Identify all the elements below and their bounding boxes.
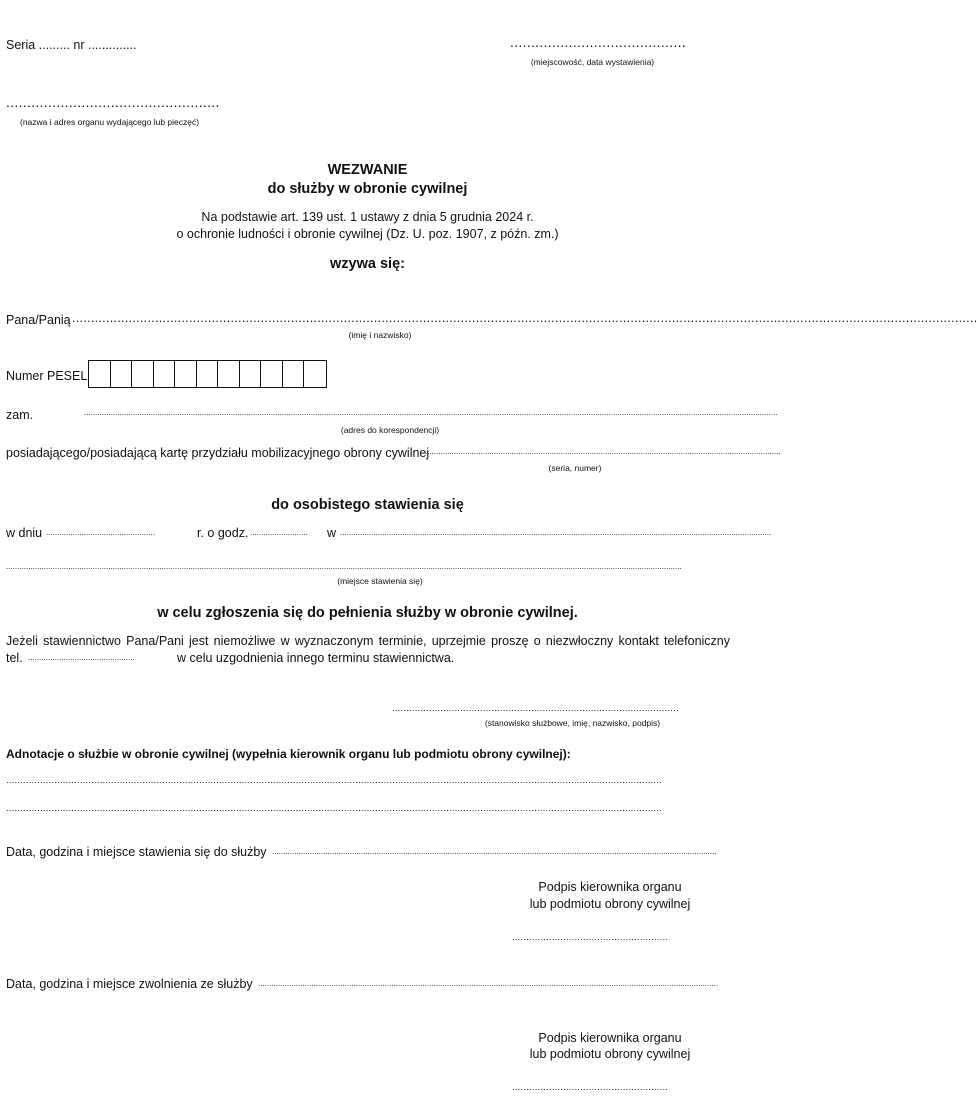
arrival-signature-line-2: lub podmiotu obrony cywilnej — [529, 897, 691, 911]
date-label: w dniu — [6, 526, 43, 540]
document-subtitle: do służby w obronie cywilnej — [267, 181, 468, 197]
pesel-boxes[interactable] — [88, 360, 327, 388]
card-label: posiadającego/posiadającą kartę przydziału mobilizacyjnego obrony cywilnej — [6, 446, 430, 460]
contact-paragraph-line-2: w celu uzgodnienia innego terminu stawiennictwa. — [177, 651, 455, 665]
series-number-field: Seria ......... nr .............. — [6, 38, 137, 52]
time-label: r. o godz. — [197, 526, 249, 540]
time-dots: .......................... — [250, 528, 308, 537]
organ-caption: (nazwa i adres organu wydającego lub pieczęć) — [20, 117, 200, 127]
address-caption: (adres do korespondencji) — [340, 425, 440, 435]
place-dots: .................................................................................................................................................................................................. — [340, 528, 772, 537]
pesel-digit-box[interactable] — [111, 361, 133, 387]
person-label: Pana/Panią — [6, 313, 71, 327]
pesel-digit-box[interactable] — [283, 361, 305, 387]
pesel-digit-box[interactable] — [197, 361, 219, 387]
pesel-digit-box[interactable] — [218, 361, 240, 387]
pesel-digit-box[interactable] — [304, 361, 326, 387]
card-dots: ................................................................................................................................................................ — [425, 447, 781, 456]
release-signature-line-2: lub podmiotu obrony cywilnej — [529, 1047, 691, 1061]
release-signature-line-1: Podpis kierownika organu — [538, 1031, 682, 1045]
appearance-heading: do osobistego stawienia się — [271, 497, 464, 513]
arrival-dots: ........................................................................................................................................................................................................ — [272, 847, 717, 856]
person-caption: (imię i nazwisko) — [348, 330, 412, 340]
arrival-signature-dots: ....................................................... — [512, 932, 669, 943]
document-title: WEZWANIE — [327, 162, 408, 178]
pesel-digit-box[interactable] — [89, 361, 111, 387]
pesel-label: Numer PESEL — [6, 369, 88, 383]
place-label: w — [327, 526, 337, 540]
pesel-digit-box[interactable] — [261, 361, 283, 387]
tel-dots: ................................................ — [28, 653, 135, 662]
legal-basis-line-1: Na podstawie art. 139 ust. 1 ustawy z dnia 5 grudnia 2024 r. — [201, 210, 534, 224]
pesel-digit-box[interactable] — [240, 361, 262, 387]
contact-paragraph-line-1: Jeżeli stawiennictwo Pana/Pani jest niemożliwe w wyznaczonym terminie, uprzejmie proszę o niezwłoczny kontakt telefoniczny — [6, 634, 730, 648]
card-caption: (seria, numer) — [548, 463, 602, 473]
arrival-label: Data, godzina i miejsce stawienia się do służby — [6, 845, 267, 859]
purpose-heading: w celu zgłoszenia się do pełnienia służby w obronie cywilnej. — [157, 605, 578, 621]
organ-dots: ................................................... — [6, 94, 220, 110]
issuer-signature-dots: ..................................................................................................... — [392, 703, 679, 714]
place-date-caption: (miejscowość, data wystawienia) — [530, 57, 655, 67]
address-label: zam. — [6, 408, 34, 422]
place-date-dots: .......................................... — [510, 34, 686, 50]
place-dots-line-2: ................................................................................................................................................................................................................................................................................................................ — [6, 562, 682, 571]
person-dots: ................................................................................................................................................................................................................................................ — [72, 311, 978, 325]
release-dots: ............................................................................................................................................................................................................... — [258, 979, 719, 988]
legal-basis-line-2: o ochronie ludności i obronie cywilnej (Dz. U. poz. 1907, z późn. zm.) — [176, 227, 559, 241]
issuer-signature-caption: (stanowisko służbowe, imię, nazwisko, podpis) — [484, 718, 661, 728]
arrival-signature-line-1: Podpis kierownika organu — [538, 880, 682, 894]
annotation-heading: Adnotacje o służbie w obronie cywilnej (wypełnia kierownik organu lub podmiotu obrony cywilnej): — [6, 747, 571, 761]
annotation-line-1: ....................................................................................................................................................................................................................................... — [6, 775, 662, 786]
release-label: Data, godzina i miejsce zwolnienia ze służby — [6, 977, 253, 991]
tel-label: tel. — [6, 651, 23, 665]
address-dots: ........................................................................................................................................................................................................................................................................................................................ — [84, 408, 778, 417]
summons-heading: wzywa się: — [330, 256, 405, 272]
date-dots: ................................................. — [46, 528, 155, 537]
pesel-digit-box[interactable] — [132, 361, 154, 387]
pesel-digit-box[interactable] — [175, 361, 197, 387]
pesel-digit-box[interactable] — [154, 361, 176, 387]
place-caption: (miejsce stawienia się) — [337, 576, 423, 586]
release-signature-dots: ....................................................... — [512, 1082, 669, 1093]
annotation-line-2: ....................................................................................................................................................................................................................................... — [6, 803, 662, 814]
